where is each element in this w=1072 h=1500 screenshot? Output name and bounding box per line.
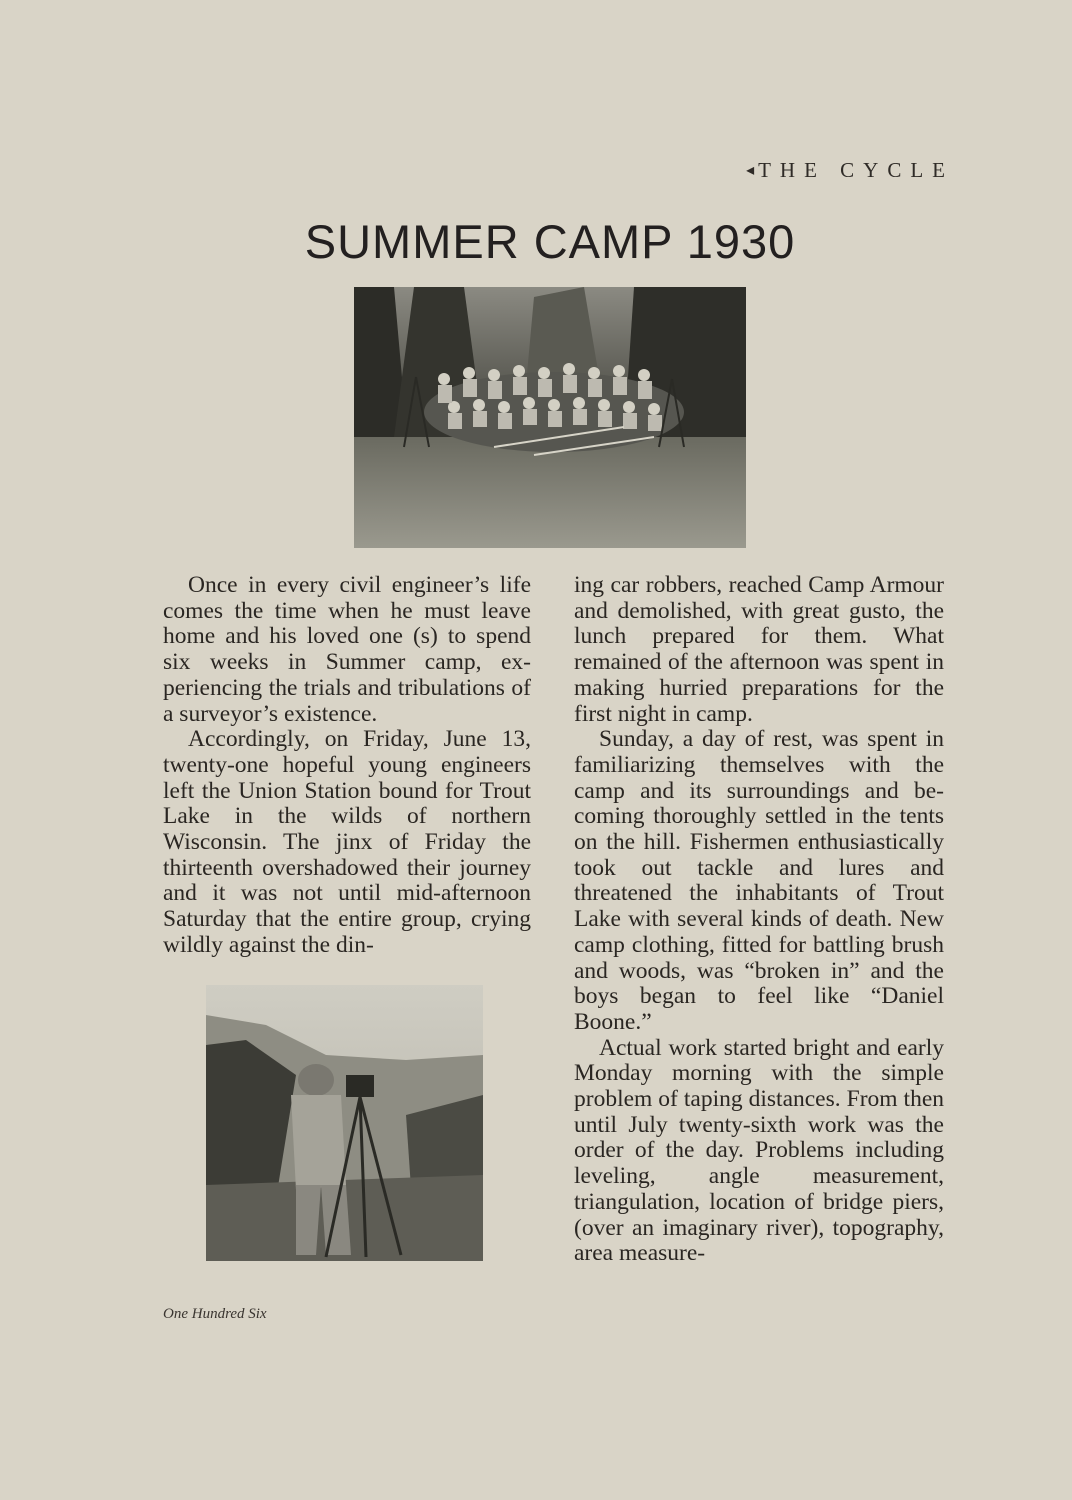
paragraph: ing car robbers, reached Camp Armour and demolished, with great gusto, the lunch prepared for them. What remained of the afternoon was spent in making hurried preparations for the first night in camp. (574, 572, 944, 727)
page-title: SUMMER CAMP 1930 (304, 215, 796, 268)
paragraph: Once in every civil engineer’s life comes the time when he must leave home and his loved one (s) to spend six weeks in Summer camp, experiencing the trials and tribulations of a surveyor’s existence. (163, 572, 531, 727)
header-label: THE CYCLE (758, 158, 954, 182)
paragraph: Sunday, a day of rest, was spent in familiarizing themselves with the camp and its surroundings and becoming thoroughly settled in the tents on the hill. Fishermen enthusiastically took out tackle and lures and threatened the inhabitants of Trout Lake with several kinds of death. New camp clothing, fitted for battling brush and woods, was “broken in” and the boys began to feel like “Daniel Boone.” (574, 726, 944, 1035)
left-column (163, 573, 531, 959)
surveyor-photo-image (206, 985, 483, 1261)
paragraph: Actual work started bright and early Monday morning with the simple problem of taping distances. From then until July twenty-sixth work was the order of the day. Problems including leveling, angle measurement, triangulation, location of bridge piers, (over an imaginary river), topography, area measure- (574, 1034, 944, 1267)
surveyor-photo (206, 985, 483, 1261)
header-arrow-icon: ◂ (746, 162, 755, 179)
group-photo-image (354, 287, 746, 548)
group-photo (354, 287, 746, 548)
page-number: One Hundred Six (163, 1306, 267, 1322)
paragraph: Accordingly, on Friday, June 13, twenty-one hopeful young engineers left the Union Station bound for Trout Lake in the wilds of northern Wisconsin. The jinx of Friday the thirteenth overshadowed their journey and it was not until mid-afternoon Saturday that the entire group, crying wildly against the din- (163, 726, 531, 958)
running-header (746, 158, 954, 183)
right-column (574, 573, 944, 1267)
